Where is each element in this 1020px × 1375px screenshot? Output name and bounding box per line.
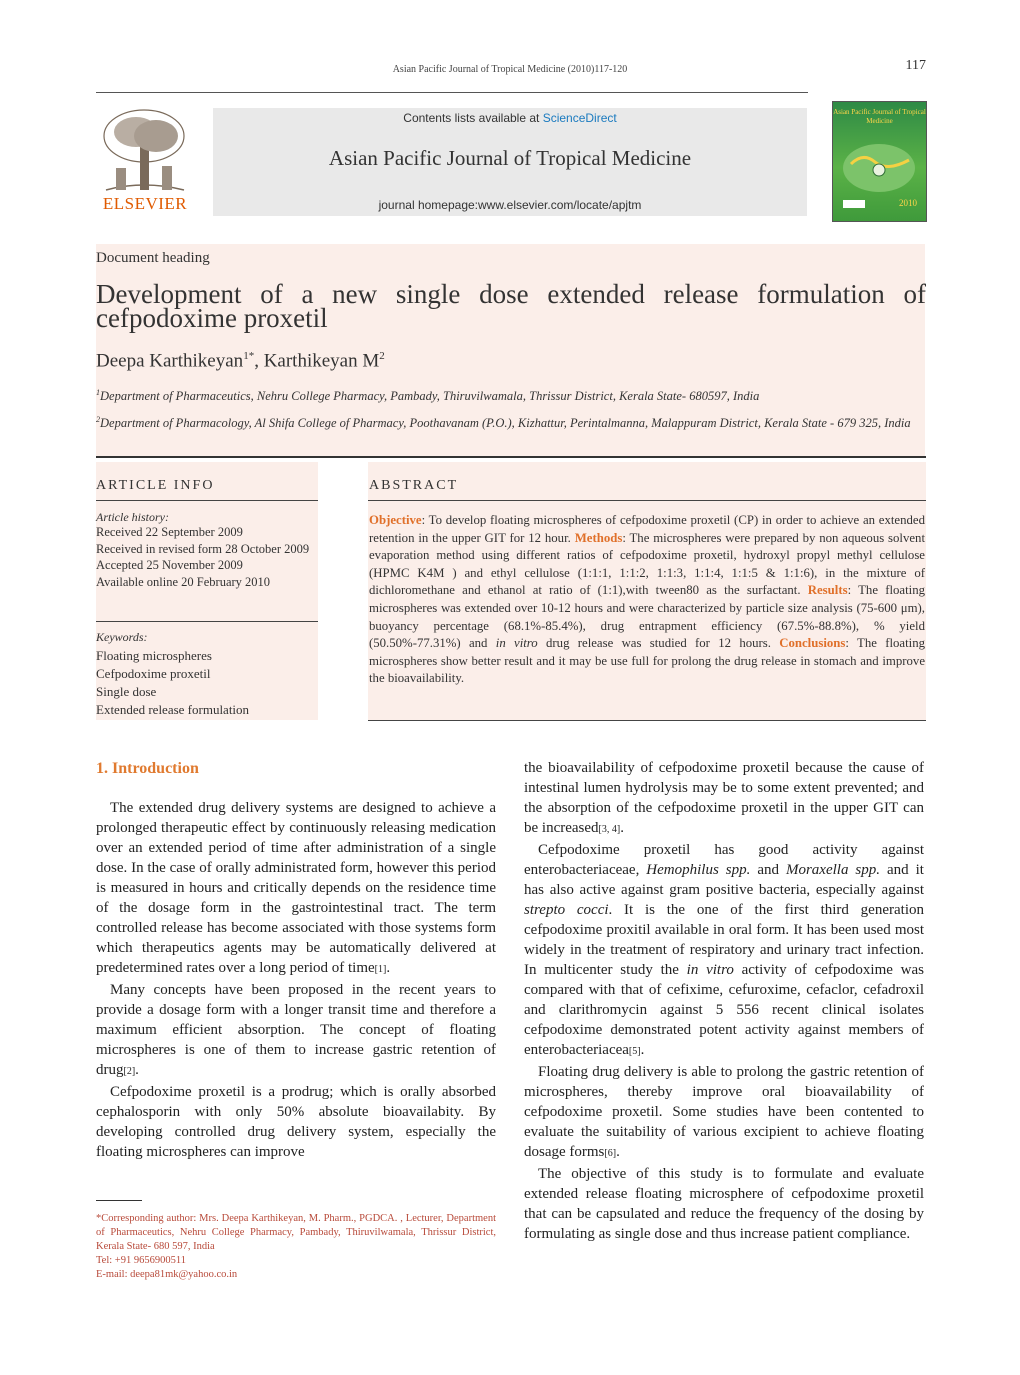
paragraph — [524, 1062, 924, 1164]
citation-link[interactable]: [3, 4] — [598, 824, 621, 835]
footnote-address: *Corresponding author: Mrs. Deepa Karthikeyan, M. Pharm., PGDCA. , Lecturer, Department of Pharmaceutics, Nehru College Pharmacy, Pambady, Thiruvilwamala, Thrissur District, Kerala State- 680 597, India — [96, 1213, 496, 1252]
document-heading: Document heading — [96, 250, 210, 266]
history-received: Received 22 September 2009 — [96, 525, 243, 539]
history-title: Article history: — [96, 510, 169, 524]
paragraph: Cefpodoxime proxetil is a prodrug; which is orally absorbed cephalosporin with only 50% absolute bioavailabity. By developing controlled drug delivery system, especially the floating microspheres can improve — [96, 1084, 496, 1160]
abstract-label: ABSTRACT — [369, 478, 459, 493]
paragraph-end: . — [386, 960, 391, 976]
results-text-end: drug release was studied for 12 hours. — [537, 636, 780, 651]
paragraph-text: Floating drug delivery is able to prolong the gastric retention of microspheres, thereby improve oral bioavailability of cefpodoxime proxetil. Some studies have been contented to evaluate the suitability of various excipient to achieve floating dosage forms — [524, 1064, 924, 1160]
paragraph-text: and — [750, 862, 786, 878]
footnote-email[interactable]: E-mail: deepa81mk@yahoo.co.in — [96, 1269, 238, 1280]
paragraph-text: activity of cefpodoxime was compared with that of cefixime, cefuroxime, cefaclor, cefadroxil and clarithromycin against 5 556 recent clinical isolates cefpodoxime demonstrated potent activity against members of enterobacteriacea — [524, 962, 924, 1058]
keywords-rule — [96, 621, 318, 622]
keyword: Cefpodoxime proxetil — [96, 666, 211, 681]
paragraph — [524, 840, 924, 1062]
conclusions-text: : The floating microspheres show better result and it may be use full for prolong the drug release in stomach and improve the bioavailability. — [369, 636, 925, 686]
article-info-rule — [96, 500, 318, 501]
affiliation-1-text: Department of Pharmaceutics, Nehru College Pharmacy, Pambady, Thiruvilwamala, Thrissur District, Kerala State- 680597, India — [100, 389, 760, 404]
contents-line — [213, 111, 807, 125]
abstract-rule — [368, 500, 926, 501]
keyword: Extended release formulation — [96, 702, 250, 717]
objective-label: Objective — [369, 513, 422, 527]
methods-label: Methods — [574, 530, 623, 545]
paragraph — [96, 798, 496, 980]
journal-cover-image — [832, 101, 927, 222]
affiliation-2-mark: 2 — [96, 415, 100, 424]
contents-prefix: Contents lists available at — [403, 111, 543, 125]
body-column-left — [96, 798, 496, 1162]
paragraph-text: The extended drug delivery systems are designed to achieve a prolonged therapeutic effect by continuously releasing medication over an extended period of time after administration of a single dose. In the case of orally administrated form, however this period is measured in hours and critically depends on the residence time of the dosage form in the gastrointestinal tract. The term controlled release has become associated with those systems form which therapeutics agents may be automatically delivered at predetermined rates over a long period of time — [96, 800, 496, 976]
footnote-rule — [96, 1200, 142, 1201]
article-title: Development of a new single dose extended release formulation of cefpodoxime proxetil — [96, 279, 926, 333]
citation-link[interactable]: [2] — [123, 1066, 136, 1077]
cover-title: Asian Pacific Journal of Tropical Medicine — [833, 108, 926, 125]
paragraph: The objective of this study is to formulate and evaluate extended release floating microsphere of cefpodoxime proxetil that can be capsulated and reduce the frequency of the dosing by formulating as single dose and thus increase patient compliance. — [524, 1166, 924, 1242]
species-name: strepto cocci — [524, 902, 609, 918]
footnote-telephone: Tel: +91 9656900511 — [96, 1255, 186, 1266]
author-1: Deepa Karthikeyan — [96, 350, 244, 372]
keyword: Floating microspheres — [96, 648, 212, 663]
results-text: : The floating microspheres was extended over 10-12 hours and were characterized by particle size analysis (75-600 μm), buoyancy percentage (68.1%-85.4%), drug entrapment efficiency (67.5%-88.8%), % yield (50.50%-77.31%) and — [369, 583, 926, 651]
history-online: Available online 20 February 2010 — [96, 575, 271, 589]
affiliation-1-mark: 1 — [96, 388, 100, 397]
objective-text: : To develop floating microspheres of cefpodoxime proxetil (CP) in order to achieve an extended retention in the upper GIT for 12 hour. — [369, 513, 925, 545]
paragraph-text: Cefpodoxime proxetil has good activity against enterobacteriaceae, — [524, 842, 924, 878]
paragraph-text: . It is the one of the first third generation cefpodoxime proxitil available in oral form. It has been used most widely in the treatment of respiratory and urinary tract infection. In multicenter study the — [524, 902, 924, 978]
species-name: Hemophilus spp. — [646, 862, 751, 878]
author-1-mark: 1* — [243, 350, 255, 362]
svg-text:2010: 2010 — [899, 198, 917, 208]
citation-link[interactable]: [1] — [374, 964, 387, 975]
methods-text: : The microspheres were prepared by non aqueous solvent evaporation method using different ratios of cefpodoxime proxetil, hydroxyl propyl methyl cellulose (HPMC K4M ) and ethyl cellulose (1:1:1, 1:1:2, 1:1:3, 1:1:4, 1:1:5 & 1:1:6), in the mixture of dichloromethane and ethanol at ratio of (1:1),with tween80 as the surfactant. — [369, 530, 925, 598]
paragraph-end: . — [640, 1042, 645, 1058]
keyword: Single dose — [96, 684, 157, 699]
affiliation-1 — [96, 384, 926, 405]
italic-term: in vitro — [686, 962, 734, 978]
paragraph-end: . — [620, 820, 624, 836]
author-2-mark: 2 — [379, 350, 385, 362]
author-2: Karthikeyan M — [263, 350, 380, 372]
paragraph-end: . — [616, 1144, 620, 1160]
paragraph-text: Many concepts have been proposed in the recent years to provide a dosage form with a longer transit time and therefore a maximum efficient absorption. The concept of floating microspheres is one of them to increase gastric retention of drug — [96, 982, 496, 1078]
running-head: Asian Pacific Journal of Tropical Medicine (2010)117-120 — [392, 64, 628, 75]
paragraph-text: the bioavailability of cefpodoxime proxetil because the cause of intestinal lumen hydrolysis may be to some extent prevented; and the absorption of the cefpodoxime proxetil in the upper GIT can be increased — [524, 760, 924, 836]
citation-link[interactable]: [5] — [628, 1046, 641, 1057]
author-list — [96, 350, 385, 372]
top-rule — [96, 92, 808, 93]
abstract-body — [369, 512, 925, 688]
elsevier-wordmark: ELSEVIER — [102, 194, 188, 213]
author-separator: , — [254, 350, 264, 372]
history-accepted: Accepted 25 November 2009 — [96, 558, 243, 572]
keywords-title: Keywords: — [96, 630, 148, 644]
affiliation-2 — [96, 411, 926, 432]
paragraph — [96, 980, 496, 1082]
results-italic: in vitro — [495, 636, 538, 651]
page-number: 117 — [905, 58, 926, 73]
results-label: Results — [807, 583, 848, 598]
article-info-label: ARTICLE INFO — [96, 478, 215, 493]
citation-link[interactable]: [6] — [604, 1148, 617, 1159]
conclusions-label: Conclusions — [779, 636, 846, 651]
paragraph-text: and it has also active against gram positive bacteria, especially against — [524, 862, 924, 898]
section-heading-introduction: 1. Introduction — [96, 760, 199, 777]
cover-map-icon — [839, 132, 919, 212]
corresponding-author-footnote — [96, 1212, 496, 1282]
sciencedirect-link[interactable]: ScienceDirect — [542, 111, 617, 125]
abstract-bottom-rule — [368, 720, 926, 721]
species-name: Moraxella spp. — [785, 862, 881, 878]
title-divider — [96, 456, 926, 458]
history-revised: Received in revised form 28 October 2009 — [96, 542, 310, 556]
body-column-right — [524, 758, 924, 1244]
paragraph — [524, 758, 924, 840]
paragraph-end: . — [135, 1062, 139, 1078]
affiliation-2-text: Department of Pharmacology, Al Shifa College of Pharmacy, Poothavanam (P.O.), Kizhattur, Perintalmanna, Malappuram District, Kerala State - 679 325, India — [100, 416, 911, 431]
journal-name: Asian Pacific Journal of Tropical Medicine — [328, 146, 692, 170]
journal-homepage[interactable]: journal homepage:www.elsevier.com/locate/apjtm — [378, 198, 642, 212]
